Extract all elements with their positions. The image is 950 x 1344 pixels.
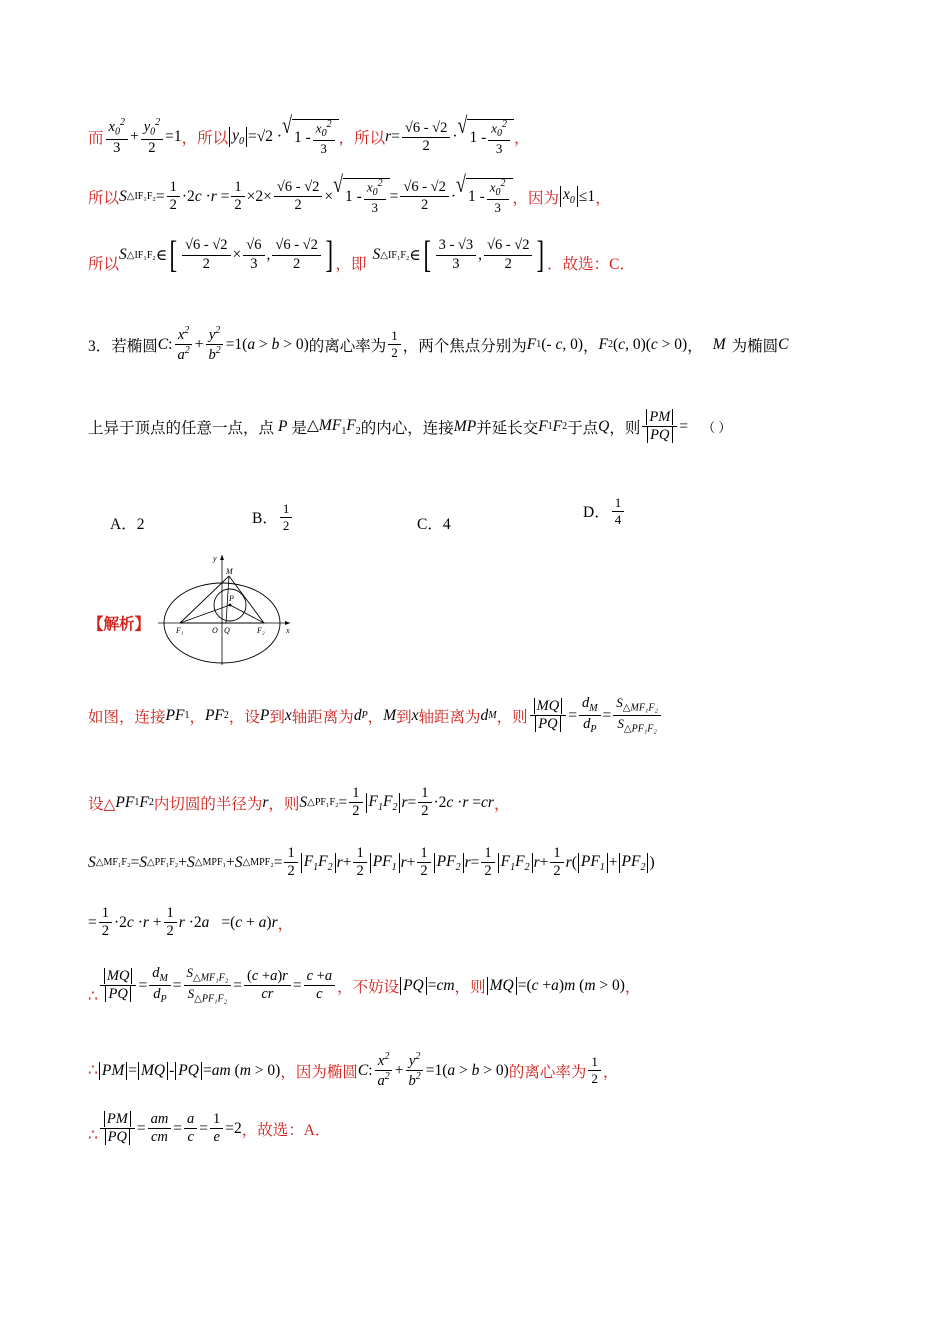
option-a[interactable]: A．2	[110, 516, 145, 533]
label-x: x	[286, 626, 290, 635]
solution-line-3: 所以 S △IF₁F₂ ∈ [ $\frac{√6 - √2}{2}$ × $\frac{√6}{3}$ , $\frac{√6 - √2}{2}$ ] ，即 S △IF₁F₂ ∈ [ $\frac{3 - √3}{3}$ , $\frac{√6 - √2}{2}$ ] ．故选：C．	[88, 234, 635, 276]
label-F2: F₂	[257, 626, 265, 635]
text-suoyi-2: ，所以	[338, 130, 386, 148]
label-M: M	[226, 567, 233, 576]
ellipse-figure	[158, 553, 298, 665]
label-P: P	[229, 594, 234, 603]
step-1: 如图，连接 PF 1 ， PF 2 ，设 P 到 x 轴距离为 d P ， M 到 x 轴距离为 d M ，则 $\frac{MQ}{PQ}$ = $\frac{d_M}{d_P}$ = $\frac{S_{\triangle MF_1F_2}}{S_{\triangle PF_1F_2}}$	[88, 696, 663, 736]
question-3-line-1: 3． 若椭圆 C : $\frac{x^2}{a^2}$ + $\frac{y^2}{b^2}$ =1(a > b > 0) 的离心率为 $\frac{1}{2}$ ，两个焦点分别为 F 1 (- c, 0) ， F 2 (c, 0)(c > 0) ， M 为椭圆 C	[88, 325, 789, 363]
jiexi-label: 【解析】	[88, 616, 151, 633]
step-6: ∴ PM = MQ - PQ =am (m > 0) ，因为椭圆 C : $\frac{x^2}{a^2}$ + $\frac{y^2}{b^2}$ =1(a > b > 0) 的离心率为 $\frac{1}{2}$ ，	[88, 1051, 619, 1089]
label-O: O	[212, 626, 218, 635]
step-3: S △MF₁F₂ =S △PF₁F₂ +S △MPF₁ +S △MPF₂ = $\frac{1}{2}$ $F_1F_2$ r + $\frac{1}{2}$ $PF_1$ r + $\frac{1}{2}$ $PF_2$ r = $\frac{1}{2}$ $F_1F_2$ r + $\frac{1}{2}$ r ( $PF_1$ + $PF_2$ )	[88, 845, 655, 880]
text-er: 而	[88, 130, 104, 148]
question-3-line-2: 上异于顶点的任意一点，点 P 是 $\triangle MF_1F_2$ 的内心，连接 MP 并延长交 F 1 F 2 于点 Q ，则 $\frac{PM}{PQ}$ = （ ）	[88, 409, 732, 444]
step-7: ∴ $\frac{PM}{PQ}$ = $\frac{am}{cm}$ = $\frac{a}{c}$ = $\frac{1}{e}$ =2 ，故选：A．	[88, 1111, 331, 1146]
math-y0sq-over-2: $\frac{y_0^2}{2}$	[141, 118, 163, 156]
option-c[interactable]: C．4	[417, 516, 451, 533]
step-5: ∴ $\frac{MQ}{PQ}$ = $\frac{d_M}{d_P}$ = $\frac{S_{\triangle MF_1F_2}}{S_{\triangle PF_1F_2}}$ = $\frac{(c +a)r}{cr}$ = $\frac{c +a}{c}$ ，不妨设 PQ =cm ，则 MQ =(c +a)m (m > 0) ，	[88, 965, 641, 1006]
math-x0sq-over-3: $\frac{x_0^2}{3}$	[106, 118, 128, 156]
label-F1: F₁	[176, 626, 184, 635]
step-4: = $\frac{1}{2}$ ·2c ·r + $\frac{1}{2}$ r ·2a =(c + a)r ，	[88, 905, 294, 940]
option-b[interactable]: B． $\frac{1}{2}$	[252, 502, 294, 532]
label-y: y	[213, 554, 217, 563]
option-d[interactable]: D． $\frac{1}{4}$	[583, 496, 626, 526]
solution-line-1: 而 $\frac{x_0^2}{3}$ + $\frac{y_0^2}{2}$ =1 ，所以 $y_0$ =√2 · √ 1 - $\frac{x_0^2}{3}$ ，所以 r = $\frac{√6 - √2}{2}$ · √ 1 - $\frac{x_0^2}{3}$ ，	[88, 111, 530, 157]
step-2: 设△ PF 1 F 2 内切圆的半径为 r ，则 S △PF₁F₂ = $\frac{1}{2}$ $F_1F_2$ r = $\frac{1}{2}$ ·2c ·r =cr ，	[88, 785, 510, 820]
solution-line-2: 所以 S △IF₁F₂ = $\frac{1}{2}$ ·2c ·r = $\frac{1}{2}$ ×2× $\frac{√6 - √2}{2}$ × √ 1 - $\frac{x_0^2}{3}$ = $\frac{√6 - √2}{2}$ · √ 1 - $\frac{x_0^2}{3}$ ，因为 $x_0$ ≤1 ，	[88, 171, 611, 216]
label-Q: Q	[224, 626, 230, 635]
text-suoyi-1: ，所以	[181, 130, 229, 148]
